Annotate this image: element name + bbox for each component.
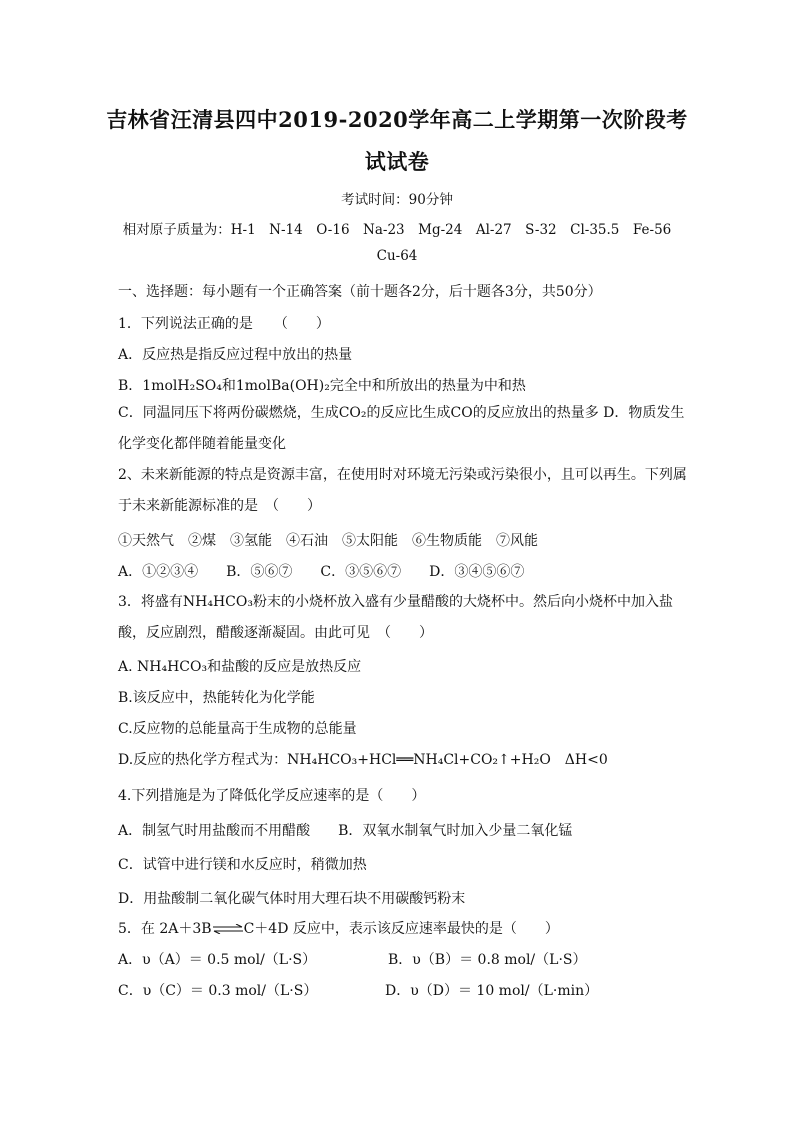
q5-option-a: A．υ（A）＝ 0.5 mol/（L·S） xyxy=(118,952,317,968)
q5-option-b: B．υ（B）＝ 0.8 mol/（L·S） xyxy=(388,952,587,968)
exam-title-line1: 吉林省汪清县四中2019-2020学年高二上学期第一次阶段考 xyxy=(106,107,688,132)
exam-title-line2: 试试卷 xyxy=(364,149,430,174)
q2-options: A．①②③④ B．⑤⑥⑦ C．③⑤⑥⑦ D．③④⑤⑥⑦ xyxy=(118,564,525,580)
q5-stem-left: 5．在 2A＋3B xyxy=(118,921,212,937)
q3-option-a: A. NH₄HCO₃和盐酸的反应是放热反应 xyxy=(118,659,362,675)
q1-option-cd: C．同温同压下将两份碳燃烧，生成CO₂的反应比生成CO的反应放出的热量多 D．物质发生化学变化都伴随着能量变化 xyxy=(118,405,685,452)
q5-option-c: C．υ（C）＝ 0.3 mol/（L·S） xyxy=(118,983,318,999)
section-header: 一、选择题：每小题有一个正确答案（前十题各2分，后十题各3分，共50分） xyxy=(118,284,602,300)
exam-time: 考试时间：90分钟 xyxy=(341,192,453,208)
q4-stem: 4.下列措施是为了降低化学反应速率的是（ ） xyxy=(118,788,426,804)
reversible-arrow-icon xyxy=(212,924,244,934)
q3-stem: 3．将盛有NH₄HCO₃粉末的小烧杯放入盛有少量醋酸的大烧杯中。然后向小烧杯中加入盐酸，反应剧烈，醋酸逐渐凝固。由此可见 （ ） xyxy=(118,594,673,641)
q4-option-d: D．用盐酸制二氧化碳气体时用大理石块不用碳酸钙粉末 xyxy=(118,891,466,907)
q2-items: ①天然气 ②煤 ③氢能 ④石油 ⑤太阳能 ⑥生物质能 ⑦风能 xyxy=(118,533,538,549)
atomic-masses-line1: 相对原子质量为：H-1 N-14 O-16 Na-23 Mg-24 Al-27 S-32 Cl-35.5 Fe-56 xyxy=(122,222,672,238)
q5-stem xyxy=(118,918,688,938)
q1-stem: 1．下列说法正确的是 （ ） xyxy=(118,316,330,332)
q1-option-a: A．反应热是指反应过程中放出的热量 xyxy=(118,347,353,363)
q4-option-ab: A．制氢气时用盐酸而不用醋酸 B．双氧水制氧气时加入少量二氧化锰 xyxy=(118,823,573,839)
q4-option-c: C．试管中进行镁和水反应时，稍微加热 xyxy=(118,857,367,873)
q3-option-c: C.反应物的总能量高于生成物的总能量 xyxy=(118,721,357,737)
q3-option-b: B.该反应中，热能转化为化学能 xyxy=(118,690,315,706)
q3-option-d: D.反应的热化学方程式为：NH₄HCO₃+HCl══NH₄Cl+CO₂↑+H₂O ΔH<0 xyxy=(118,752,608,768)
atomic-masses-line2: Cu-64 xyxy=(376,248,418,264)
q5-option-d: D．υ（D）＝ 10 mol/（L·min） xyxy=(385,983,599,999)
q2-stem: 2、未来新能源的特点是资源丰富，在使用时对环境无污染或污染很小，且可以再生。下列属于未来新能源标准的是 （ ） xyxy=(118,467,687,514)
q5-stem-right: C＋4D 反应中，表示该反应速率最快的是（ ） xyxy=(243,921,559,937)
q1-option-b: B．1molH₂SO₄和1molBa(OH)₂完全中和所放出的热量为中和热 xyxy=(118,378,526,394)
